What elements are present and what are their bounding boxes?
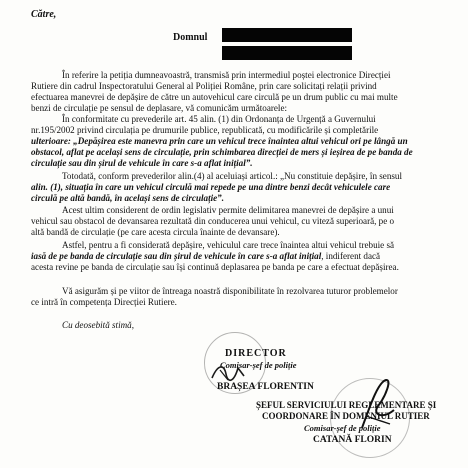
service-head-title-line1: ȘEFUL SERVICIULUI REGLEMENTARE ȘI — [256, 400, 437, 410]
law-quote-line: obstacol, aflat pe același sens de circulație, prin schimbarea direcției de mers și ieșirea de pe banda de — [31, 147, 413, 157]
recipient-label: Domnul — [173, 32, 208, 43]
assurance-paragraph — [31, 286, 445, 308]
law-paragraph — [31, 114, 445, 169]
director-name: BRAȘEA FLORENTIN — [217, 382, 314, 392]
recipient-name-redaction — [222, 28, 352, 42]
intro-line: În referire la petiția dumneavoastră, transmisă prin intermediul poștei electronice Direcției — [62, 70, 391, 80]
service-head-name: CATANĂ FLORIN — [313, 435, 392, 445]
conclusion-paragraph — [31, 240, 445, 273]
conclusion-emphasis: iasă de pe banda de circulație sau din șirul de vehicule în care s-a aflat inițial — [31, 251, 322, 261]
law-second-line: circulă pe altă bandă, în același sens de circulație”. — [31, 193, 224, 203]
intro-line: benzi de circulație pe sensul de deplasare, vă comunicăm următoarele: — [31, 103, 288, 113]
consideration-line: vehicul sau obstacol de devansarea rezultată din conducerea unui vehicul, cu viteză superioară, pe o — [31, 216, 395, 226]
consideration-line: Acest ultim considerent de ordin legislativ permite delimitarea manevrei de depășire a unui — [62, 205, 394, 215]
law-second-line: alin. (1), situația în care un vehicul circulă mai repede pe una dintre benzi decât vehiculele care — [31, 182, 391, 192]
intro-line: Rutiere din cadrul Inspectoratului General al Poliției Române, prin care solicitați relații privind — [31, 81, 377, 91]
director-title: DIRECTOR — [225, 348, 287, 359]
consideration-paragraph — [31, 205, 445, 238]
intro-line: efectuarea manevrei de depășire de către un autovehicul care circulă pe un drum public cu mai multe — [31, 92, 398, 102]
service-head-rank: Comisar-șef de poliție — [304, 423, 381, 433]
conclusion-tail: , indiferent dacă — [321, 251, 381, 261]
closing-formula: Cu deosebită stimă, — [62, 320, 134, 330]
law-second-line: Totodată, conform prevederilor alin.(4) al aceluiași articol.: „Nu constituie depășire, în sensul — [62, 171, 403, 181]
conclusion-line — [31, 251, 445, 262]
salutation: Către, — [31, 9, 57, 20]
director-signature — [208, 360, 248, 384]
law-line: În conformitate cu prevederile art. 45 alin. (1) din Ordonanța de Urgență a Guvernului — [62, 114, 376, 124]
consideration-line: altă bandă de circulație (pe care acesta circula înainte de devansare). — [31, 227, 280, 237]
assurance-line: ce intră în competența Direcției Rutiere. — [31, 297, 177, 307]
director-rank: Comisar-șef de poliție — [220, 360, 297, 370]
service-head-title-line2: COORDONARE ÎN DOMENIUL RUTIER — [262, 411, 430, 421]
law-quote-line: circulație sau din șirul de vehicule în care s-a aflat inițial”. — [31, 158, 253, 168]
conclusion-line: acesta revine pe banda de circulație sau își continuă deplasarea pe banda pe care a efectuat depășirea. — [31, 262, 399, 272]
conclusion-line: Astfel, pentru a fi considerată depășire, vehiculul care trece înaintea altui vehicul trebuie să — [62, 240, 395, 250]
law-second-paragraph — [31, 171, 445, 204]
recipient-address-redaction — [222, 46, 352, 60]
intro-paragraph — [31, 70, 445, 114]
assurance-line: Vă asigurăm și pe viitor de întreaga noastră disponibilitate în rezolvarea tuturor problemelor — [62, 286, 398, 296]
law-quote-line: ulterioare: „Depășirea este manevra prin care un vehicul trece înaintea altui vehicul ori pe lângă un — [31, 136, 408, 146]
law-line: nr.195/2002 privind circulația pe drumurile publice, republicată, cu modificările și completările — [31, 125, 379, 135]
